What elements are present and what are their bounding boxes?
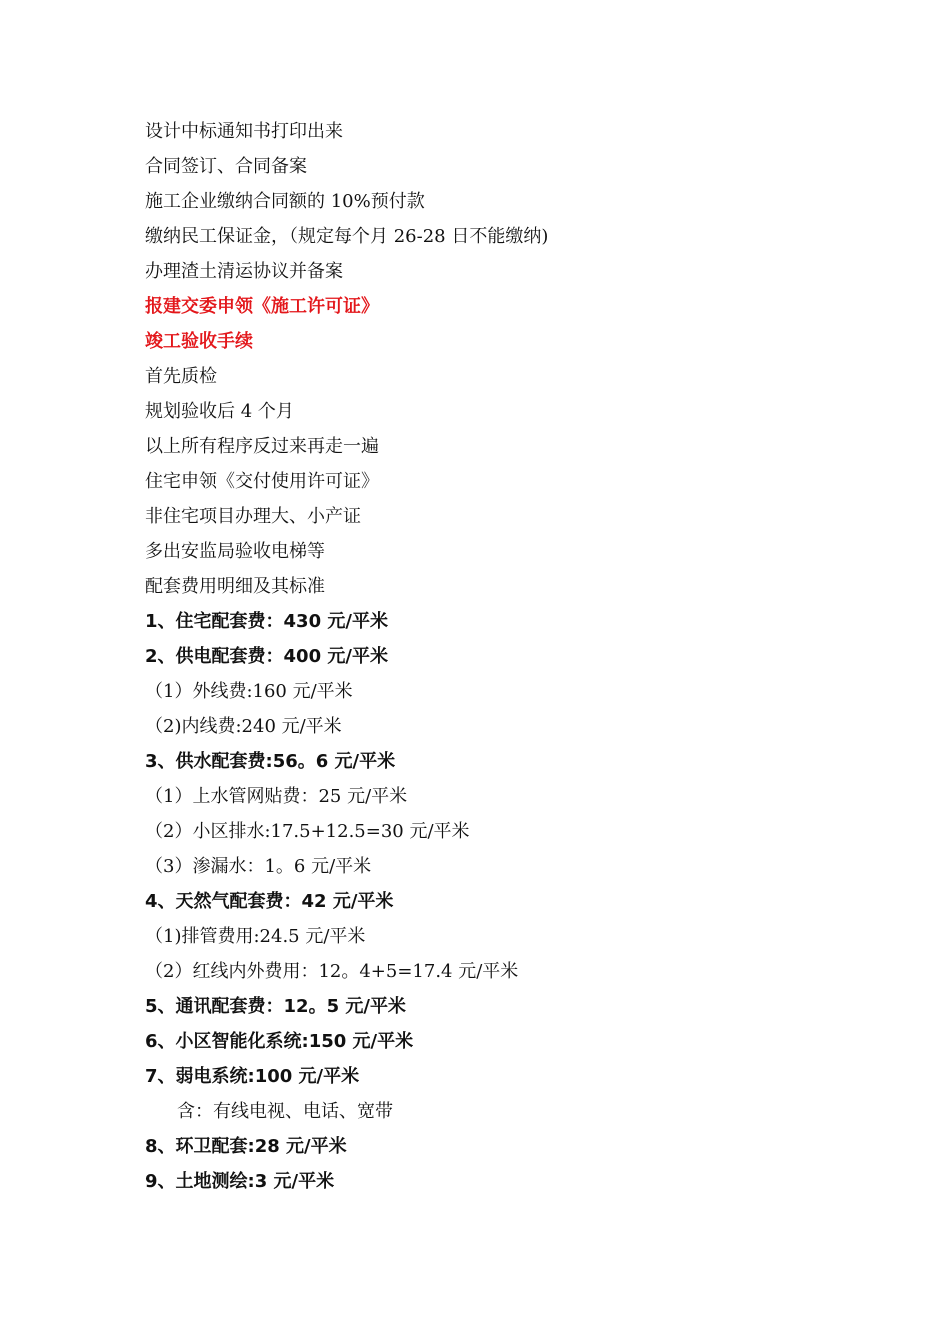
fee-item: 4、天然气配套费：42 元/平米	[145, 891, 394, 912]
fee-item: 1、住宅配套费：430 元/平米	[145, 611, 388, 632]
fee-item: 6、小区智能化系统:150 元/平米	[145, 1031, 414, 1052]
doc-line: 配套费用明细及其标准	[145, 576, 325, 597]
document-body	[145, 120, 845, 1205]
fee-note: 含：有线电视、电话、宽带	[177, 1101, 393, 1122]
doc-line: 办理渣土清运协议并备案	[145, 261, 343, 282]
doc-line: 住宅申领《交付使用许可证》	[145, 471, 379, 492]
fee-subitem: （3）渗漏水：1。6 元/平米	[145, 856, 372, 877]
section-heading: 竣工验收手续	[145, 331, 253, 352]
fee-subitem: （1)排管费用:24.5 元/平米	[145, 926, 366, 947]
fee-subitem: （2）红线内外费用：12。4+5=17.4 元/平米	[145, 961, 519, 982]
doc-line: 施工企业缴纳合同额的 10%预付款	[145, 191, 425, 212]
fee-item: 5、通讯配套费：12。5 元/平米	[145, 996, 406, 1017]
doc-line: 非住宅项目办理大、小产证	[145, 506, 361, 527]
fee-item: 3、供水配套费:56。6 元/平米	[145, 751, 396, 772]
fee-subitem: （1）外线费:160 元/平米	[145, 681, 353, 702]
doc-line: 设计中标通知书打印出来	[145, 121, 343, 142]
fee-subitem: （2）小区排水:17.5+12.5=30 元/平米	[145, 821, 470, 842]
fee-item: 7、弱电系统:100 元/平米	[145, 1066, 360, 1087]
fee-item: 9、土地测绘:3 元/平米	[145, 1171, 335, 1192]
fee-item: 8、环卫配套:28 元/平米	[145, 1136, 347, 1157]
doc-line: 合同签订、合同备案	[145, 156, 307, 177]
doc-line: 多出安监局验收电梯等	[145, 541, 325, 562]
doc-line: 规划验收后 4 个月	[145, 401, 294, 422]
fee-subitem: （2)内线费:240 元/平米	[145, 716, 342, 737]
fee-item: 2、供电配套费：400 元/平米	[145, 646, 388, 667]
doc-line: 缴纳民工保证金，（规定每个月 26-28 日不能缴纳)	[145, 226, 549, 247]
fee-subitem: （1）上水管网贴费：25 元/平米	[145, 786, 408, 807]
section-heading: 报建交委申领《施工许可证》	[145, 296, 379, 317]
doc-line: 首先质检	[145, 366, 217, 387]
doc-line: 以上所有程序反过来再走一遍	[145, 436, 379, 457]
